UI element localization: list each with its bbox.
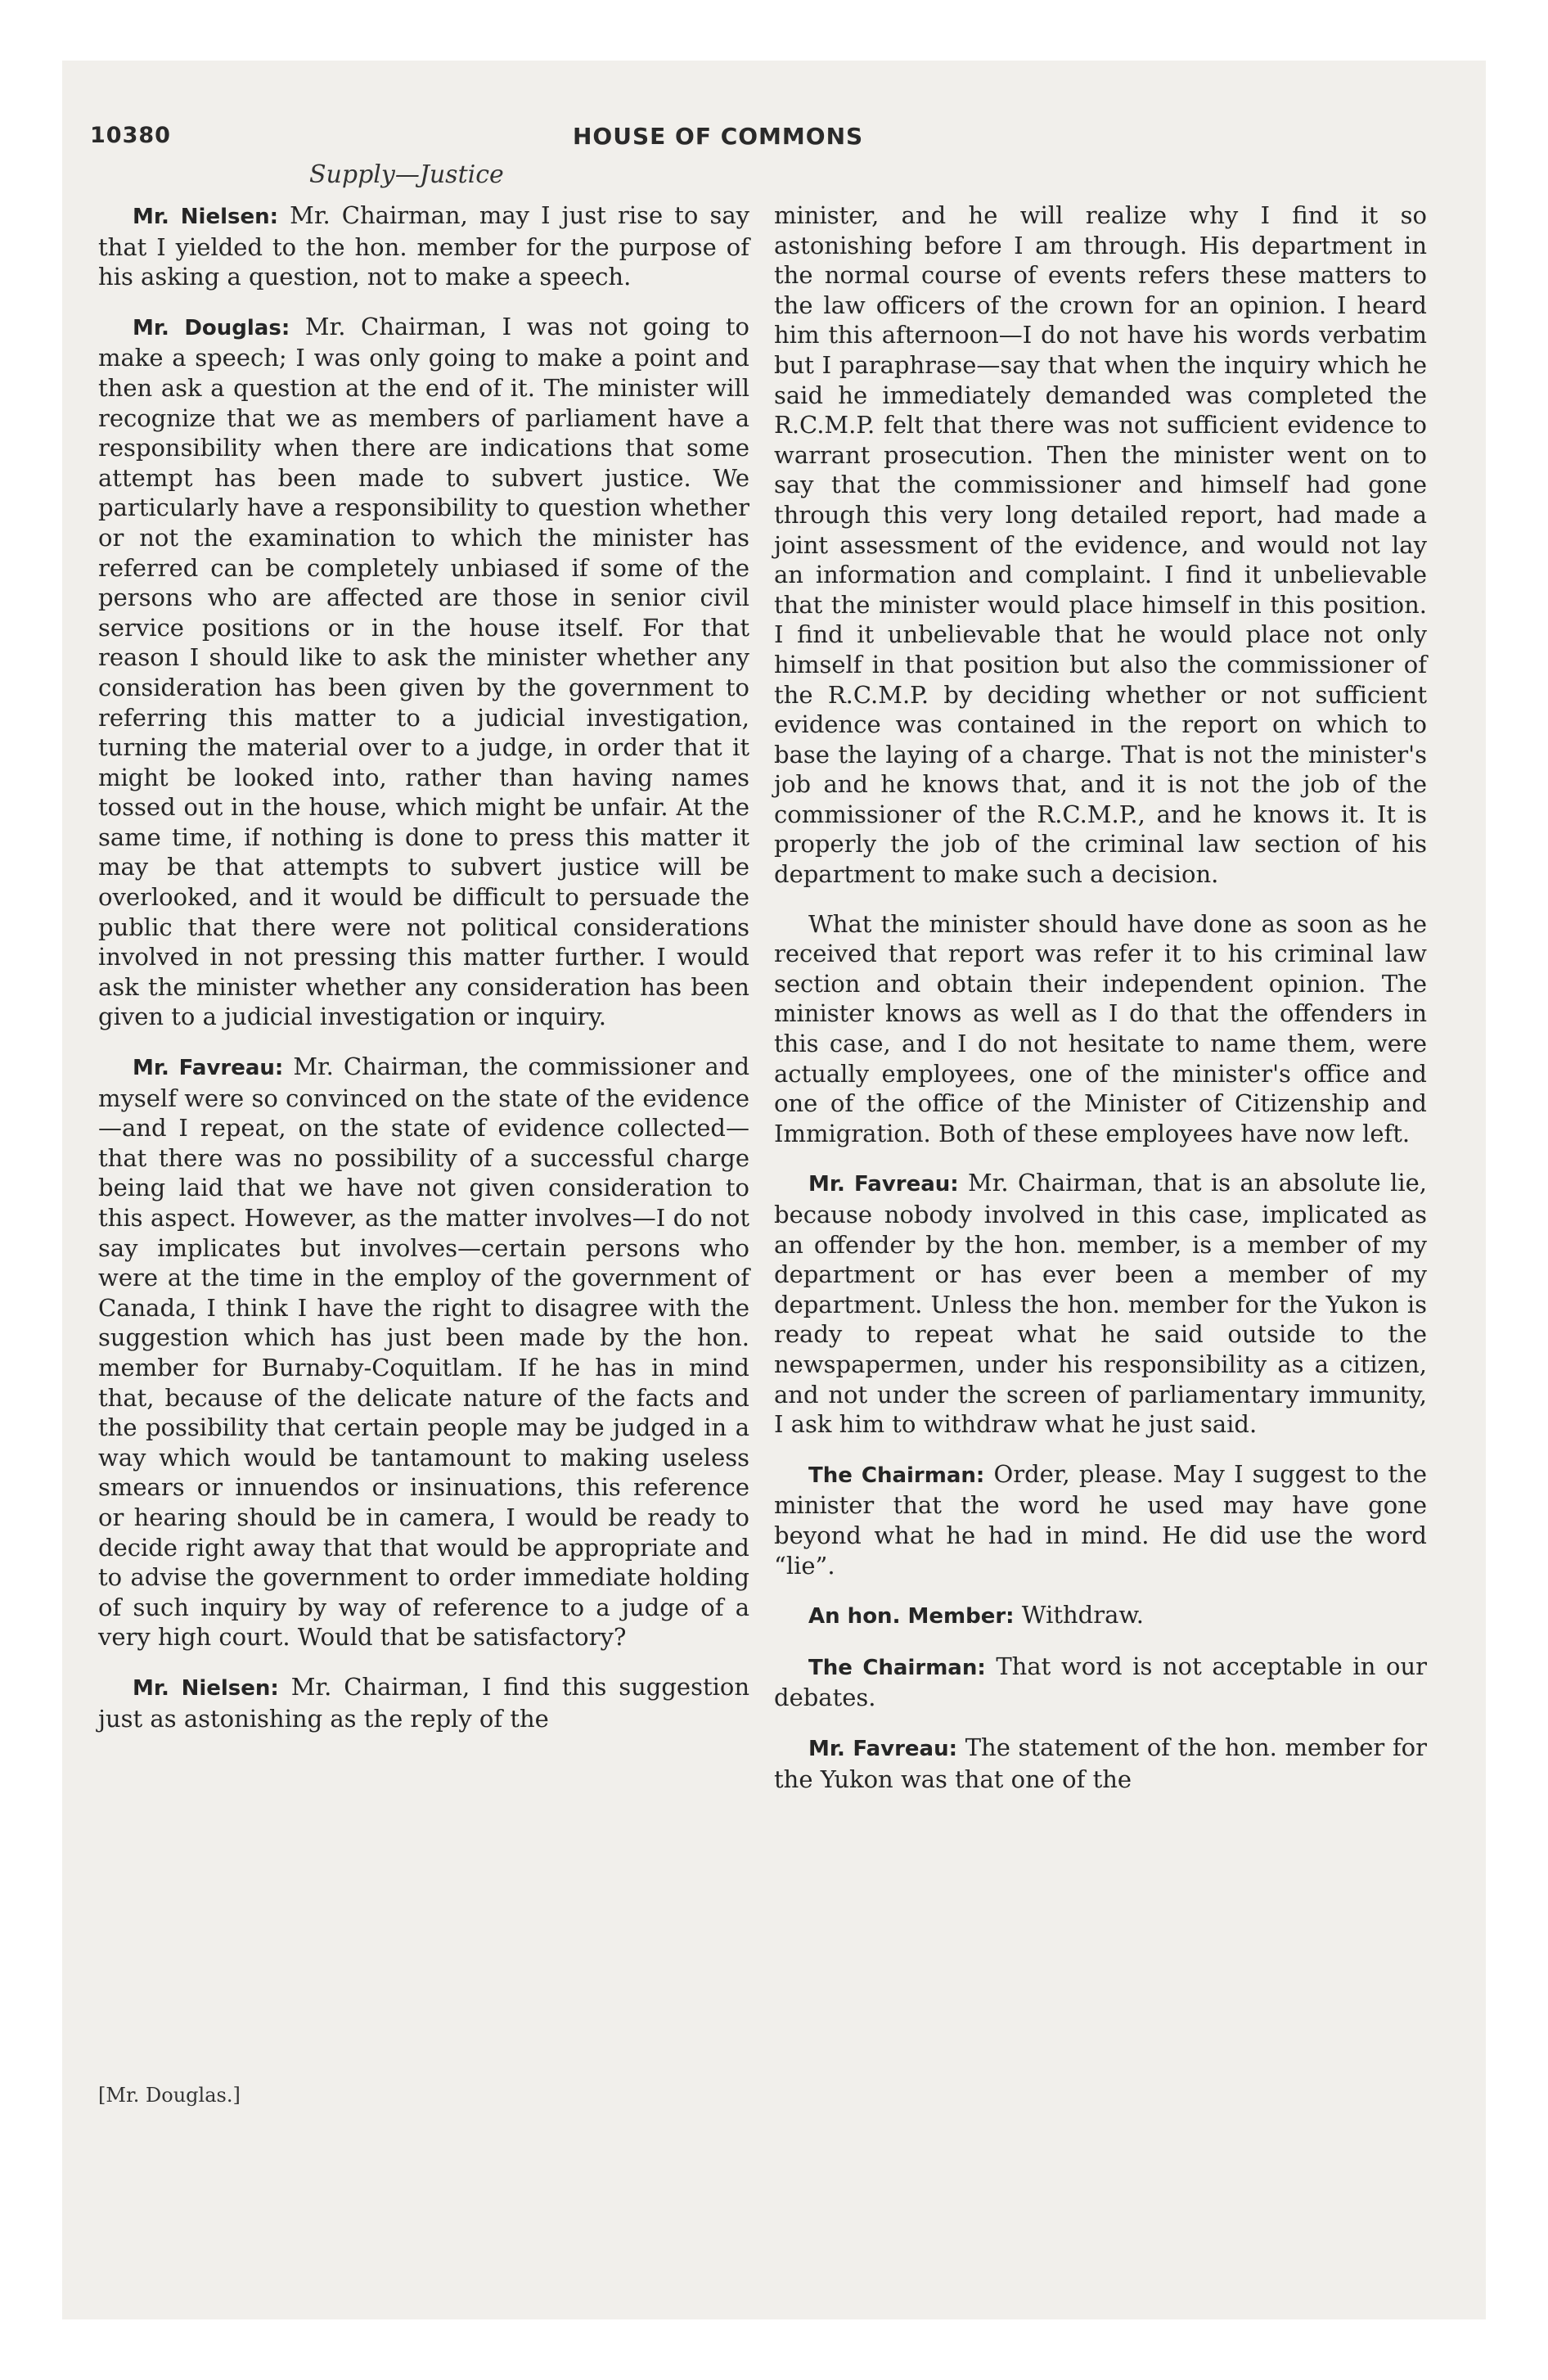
paragraph-text: That word is not acceptable in our debates. <box>774 1652 1427 1712</box>
paragraph-text: Mr. Chairman, I was not going to make a speech; I was only going to make a point and then ask a question at the end of it. The minister will recognize that we as members of parliament have a responsibility when there are indications that some attempt has been made to subvert justice. We particularly have a responsibility to question whether or not the examination to which the minister has referred can be completely unbiased if some of the persons who are affected are those in senior civil service positions or in the house itself. For that reason I should like to ask the minister whether any consideration has been given by the government to referring this matter to a judicial investigation, turning the material over to a judge, in order that it might be looked into, rather than having names tossed out in the house, which might be unfair. At the same time, if nothing is done to press this matter it may be that attempts to subvert justice will be overlooked, and it would be difficult to persuade the public that there were not political considerations involved in not pressing this matter further. I would ask the minister whether any consideration has been given to a judicial investigation or inquiry. <box>98 312 750 1031</box>
speaker-name: The Chairman: <box>808 1655 986 1680</box>
speaker-name: The Chairman: <box>808 1463 985 1488</box>
paragraph <box>774 909 1427 1149</box>
speaker-name: Mr. Favreau: <box>808 1172 959 1197</box>
paragraph <box>774 1652 1427 1713</box>
paragraph-text: The statement of the hon. member for the Yukon was that one of the <box>774 1733 1428 1793</box>
footnote: [Mr. Douglas.] <box>98 2084 241 2107</box>
paragraph <box>774 201 1427 890</box>
speaker-name: Mr. Douglas: <box>133 315 290 340</box>
left-column <box>98 201 749 1753</box>
paragraph-text: Mr. Chairman, the commissioner and myself were so convinced on the state of the evidence—and I repeat, on the state of evidence collected—that there was no possibility of a successful charge being laid that we have not given consideration to this aspect. However, as the matter involves—I do not say implicates but involves—certain persons who were at the time in the employ of the government of Canada, I think I have the right to disagree with the suggestion which has just been made by the hon. member for Burnaby-Coquitlam. If he has in mind that, because of the delicate nature of the facts and the possibility that certain people may be judged in a way which would be tantamount to making useless smears or innuendos or insinuations, this reference or hearing should be in camera, I would be ready to decide right away that that would be appropriate and to advise the government to order immediate holding of such inquiry by way of reference to a judge of a very high court. Would that be satisfactory? <box>98 1053 750 1652</box>
paragraph <box>98 201 749 292</box>
page-number: 10380 <box>90 123 171 148</box>
paragraph-text: Withdraw. <box>1021 1601 1145 1629</box>
paragraph <box>774 1733 1427 1794</box>
section-heading: Supply—Justice <box>309 160 504 189</box>
paragraph <box>774 1168 1427 1439</box>
paragraph-text: Order, please. May I suggest to the minister that the word he used may have gone beyond what he had in mind. He did use the word “lie”. <box>774 1459 1427 1580</box>
speaker-name: Mr. Nielsen: <box>133 205 279 229</box>
paragraph <box>98 1052 749 1652</box>
paragraph <box>98 1672 749 1733</box>
paragraph <box>774 1459 1427 1580</box>
speaker-name: Mr. Nielsen: <box>133 1675 279 1701</box>
paragraph <box>774 1600 1427 1632</box>
speaker-name: Mr. Favreau: <box>133 1056 284 1081</box>
speaker-name: An hon. Member: <box>808 1604 1015 1629</box>
paragraph <box>98 312 749 1032</box>
paragraph-text: Mr. Chairman, I find this suggestion just as astonishing as the reply of the <box>98 1672 750 1733</box>
speaker-name: Mr. Favreau: <box>808 1736 958 1761</box>
paragraph-text: Mr. Chairman, may I just rise to say that I yielded to the hon. member for the purpose of his asking a question, not to make a speech. <box>98 201 750 291</box>
paragraph-text: minister, and he will realize why I find it so astonishing before I am through. His department in the normal course of events refers these matters to the law officers of the crown for an opinion. I heard him this afternoon—I do not have his words verbatim but I paraphrase—say that when the inquiry which he said he immediately demanded was completed the R.C.M.P. felt that there was not sufficient evidence to warrant prosecution. Then the minister went on to say that the commissioner and himself had gone through this very long detailed report, had made a joint assessment of the evidence, and would not lay an information and complaint. I find it unbelievable that the minister would place himself in this position. I find it unbelievable that he would place not only himself in that position but also the commissioner of the R.C.M.P. by deciding whether or not sufficient evidence was contained in the report on which to base the laying of a charge. That is not the minister's job and he knows that, and it is not the job of the commissioner of the R.C.M.P., and he knows it. It is properly the job of the criminal law section of his department to make such a decision. <box>774 201 1427 889</box>
right-column <box>774 201 1427 1814</box>
paragraph-text: What the minister should have done as soon as he received that report was refer it to his criminal law section and obtain their independent opinion. The minister knows as well as I do that the offenders in this case, and I do not hesitate to name them, were actually employees, one of the minister's office and one of the office of the Minister of Citizenship and Immigration. Both of these employees have now left. <box>774 909 1427 1147</box>
paragraph-text: Mr. Chairman, that is an absolute lie, because nobody involved in this case, implicated as an offender by the hon. member, is a member of my department or has ever been a member of my department. Unless the hon. member for the Yukon is ready to repeat what he said outside to the newspapermen, under his responsibility as a citizen, and not under the screen of parliamentary immunity, I ask him to withdraw what he just said. <box>774 1169 1427 1439</box>
page-header-title: HOUSE OF COMMONS <box>573 123 864 150</box>
